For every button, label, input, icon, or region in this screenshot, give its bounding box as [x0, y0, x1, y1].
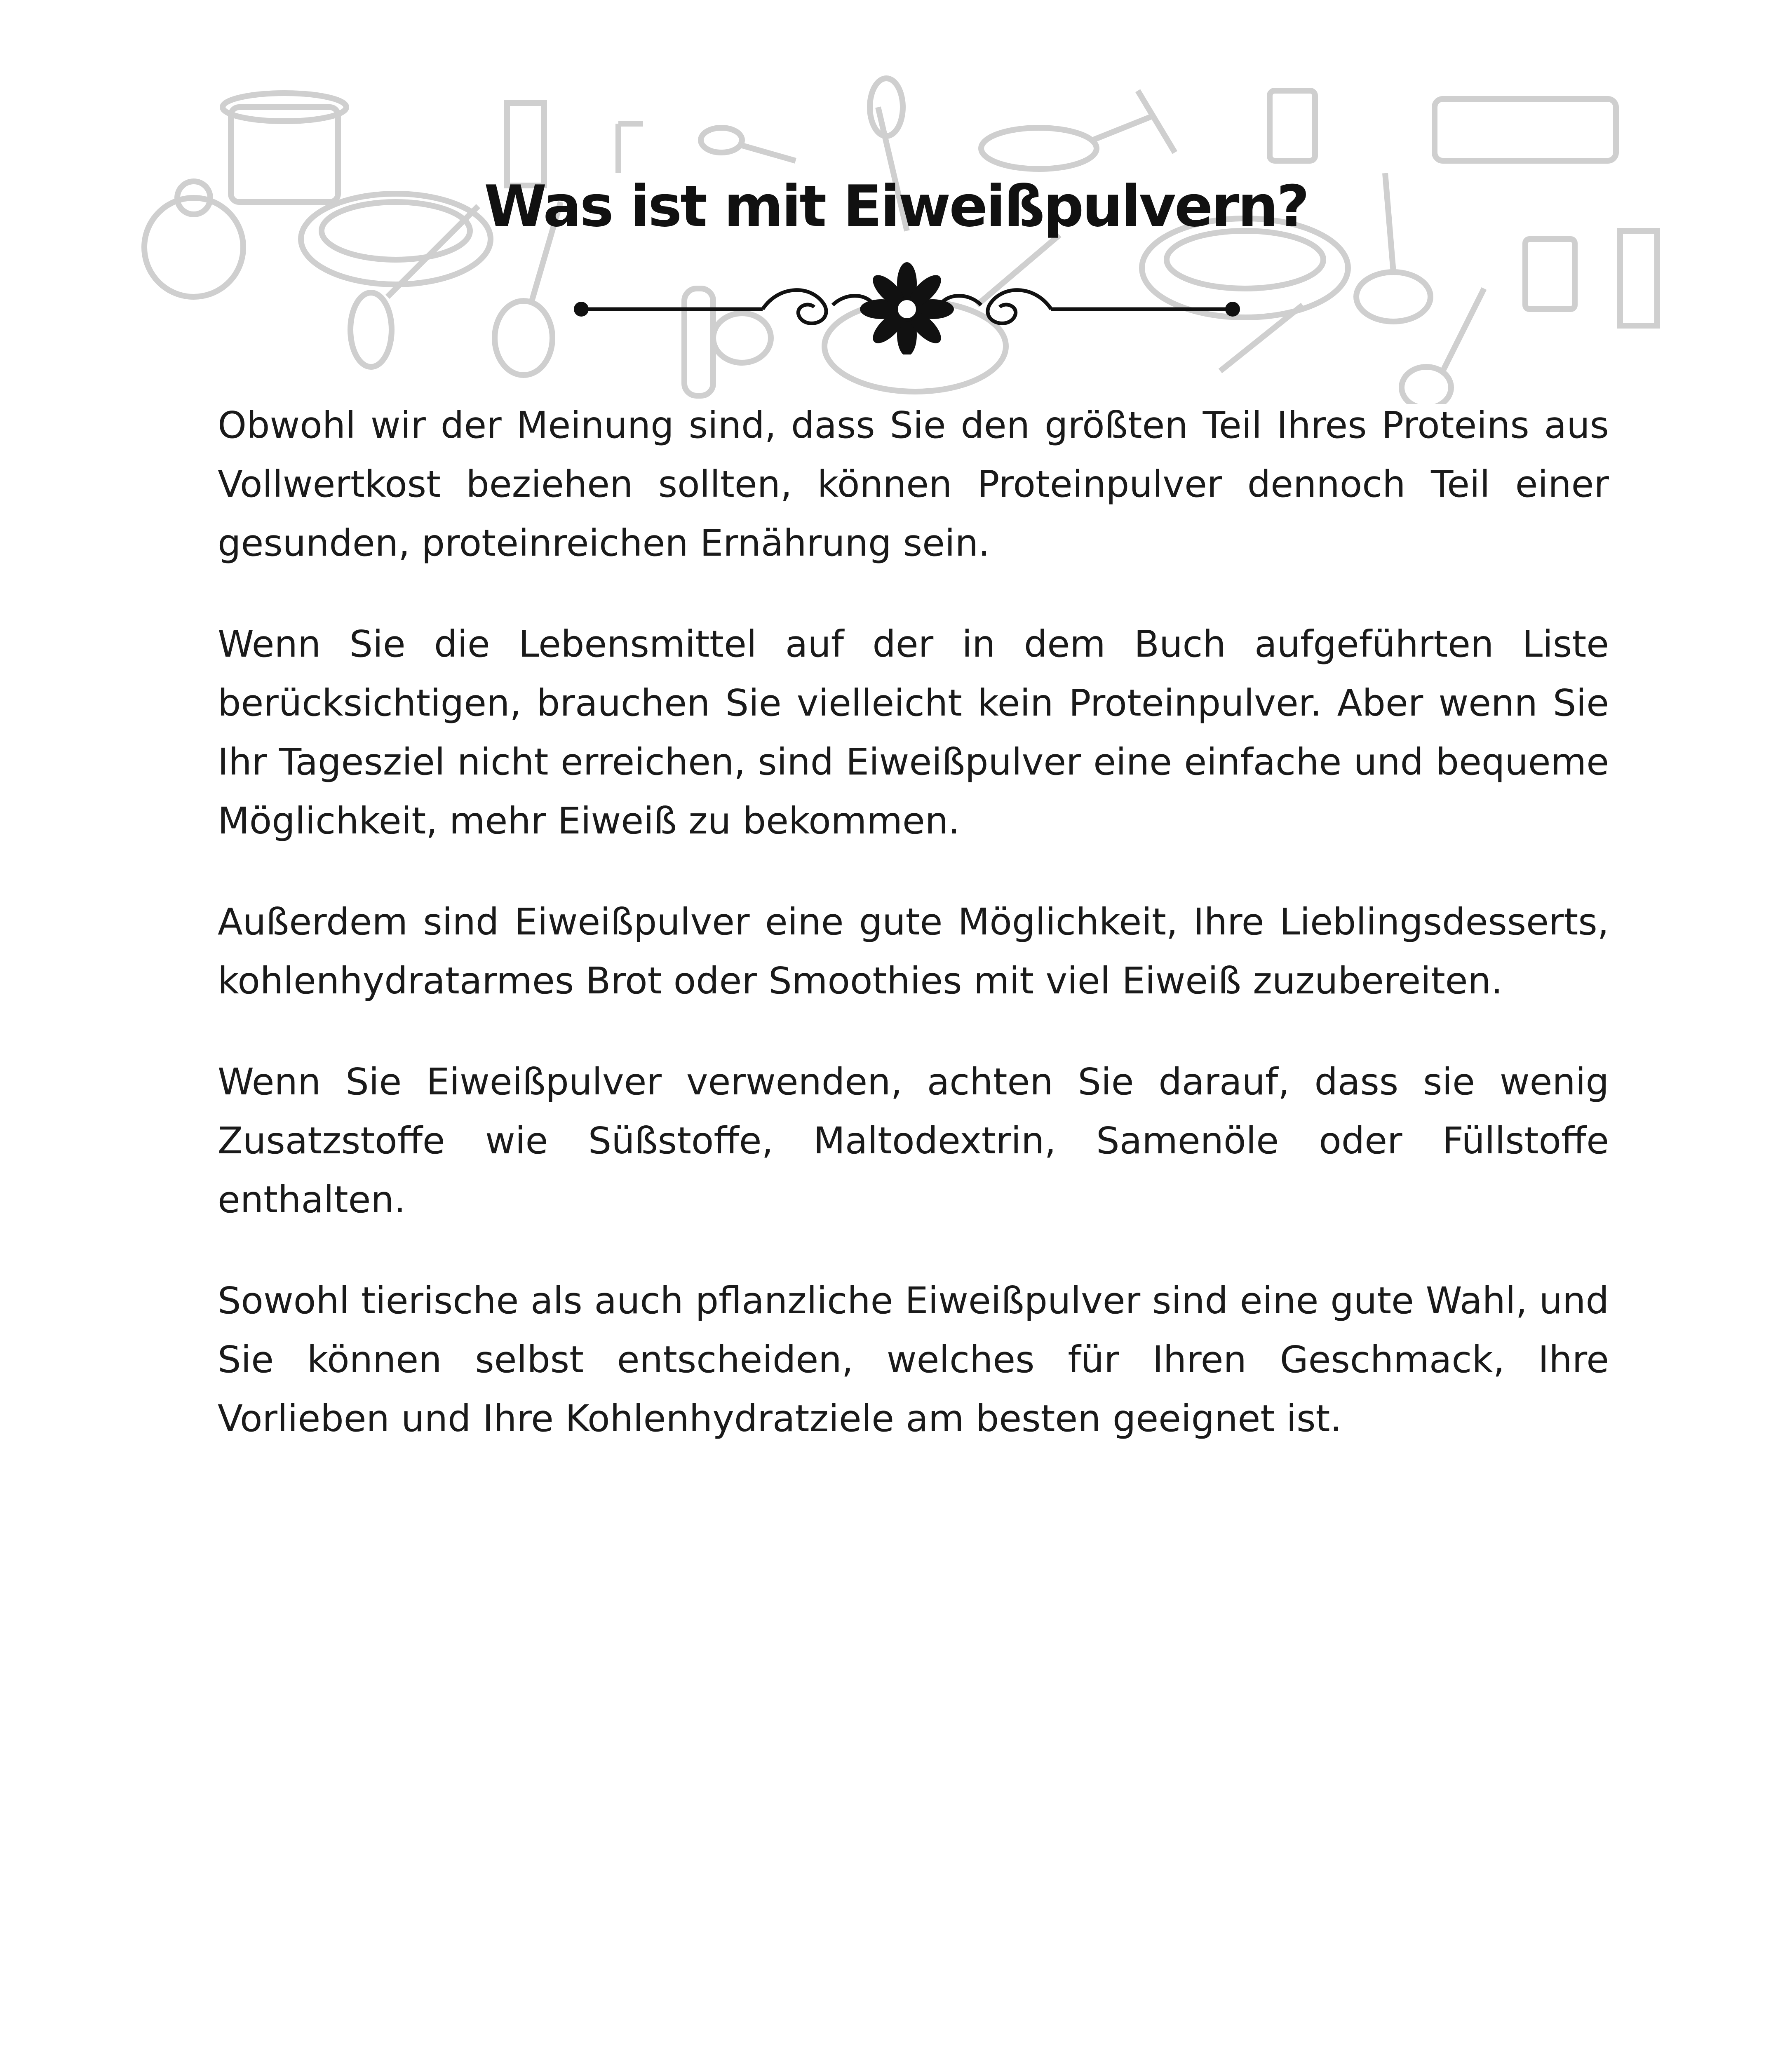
paragraph-3: Außerdem sind Eiweißpulver eine gute Möglichkeit, Ihre Lieblingsdesserts, kohlenhydratarmes Brot oder Smoothies mit viel Eiweiß zuzubereiten.: [218, 900, 1609, 1002]
paragraph-2: Wenn Sie die Lebensmittel auf der in dem Buch aufgeführten Liste berücksichtigen, brauchen Sie vielleicht kein Proteinpulver. Aber wenn Sie Ihr Tagesziel nicht erreichen, sind Eiweißpulver eine einfache und bequeme Möglichkeit, mehr Eiweiß zu bekommen.: [218, 622, 1609, 842]
paragraph-5: Sowohl tierische als auch pflanzliche Eiweißpulver sind eine gute Wahl, und Sie können selbst entscheiden, welches für Ihren Geschmack, Ihre Vorlieben und Ihre Kohlenhydratziele am besten geeignet ist.: [218, 1279, 1609, 1440]
body-text: [218, 396, 1609, 1490]
paragraph-4: Wenn Sie Eiweißpulver verwenden, achten Sie darauf, dass sie wenig Zusatzstoffe wie Süßstoffe, Maltodextrin, Samenöle oder Füllstoffe enthalten.: [218, 1060, 1609, 1221]
title-divider: [569, 251, 1245, 354]
flower-ornament-icon: [860, 262, 954, 354]
page-title: Was ist mit Eiweißpulvern?: [484, 173, 1308, 239]
paragraph-1: Obwohl wir der Meinung sind, dass Sie den größten Teil Ihres Proteins aus Vollwertkost beziehen sollten, können Proteinpulver dennoch Teil einer gesunden, proteinreichen Ernährung sein.: [218, 404, 1609, 564]
